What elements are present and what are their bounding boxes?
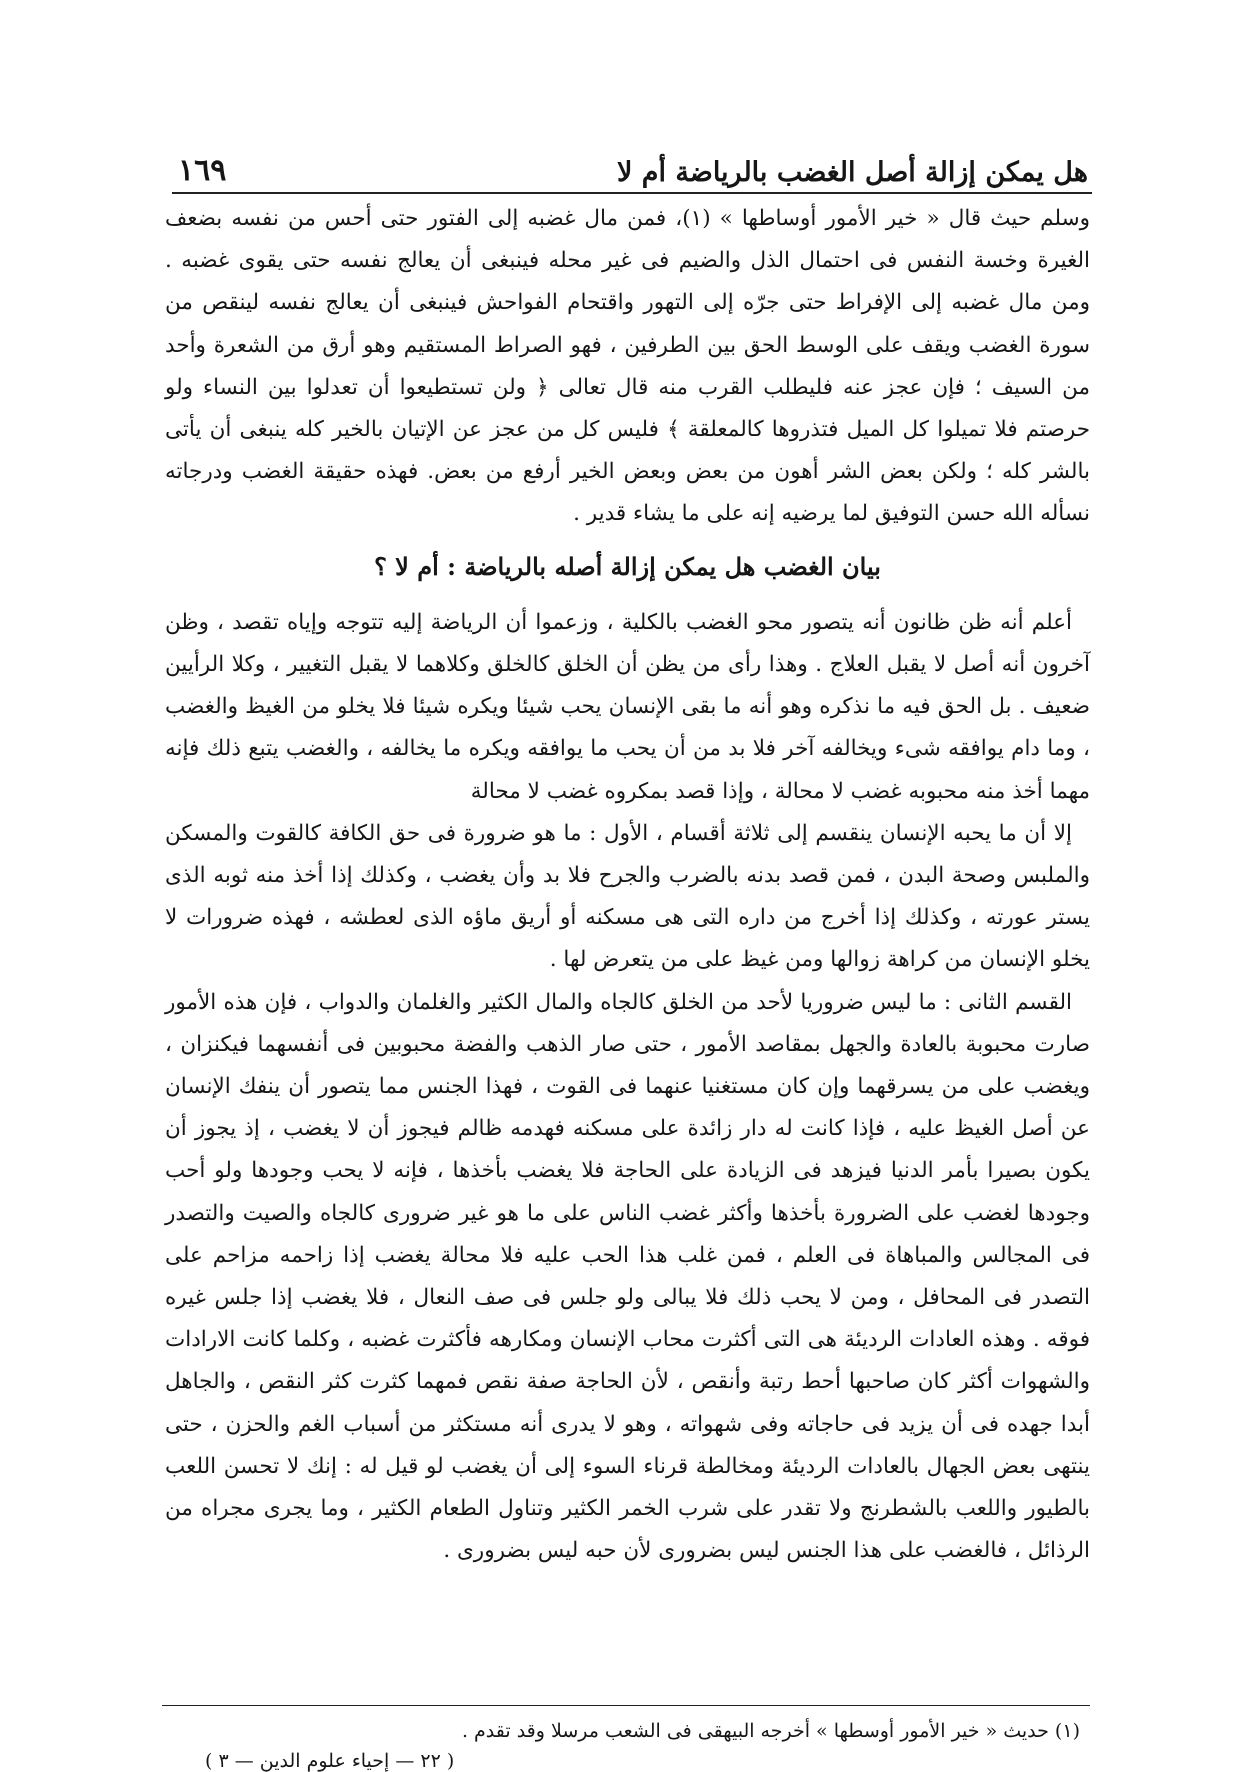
paragraph-1: وسلم حيث قال « خير الأمور أوساطها » (١)، فمن مال غضبه إلى الفتور حتى أحس من نفسه بضعف الغيرة وخسة النفس فى احتمال الذل والضيم فى غير محله فينبغى أن يعالج نفسه حتى يقوى غضبه . ومن مال غضبه إلى الإفراط حتى جرّه إلى التهور واقتحام الفواحش فينبغى أن يعالج نفسه لينقص من سورة الغضب ويقف على الوسط الحق بين الطرفين ، فهو الصراط المستقيم وهو أرق من الشعرة وأحد من السيف ؛ فإن عجز عنه فليطلب القرب منه قال تعالى ﴿ ولن تستطيعوا أن تعدلوا بين النساء ولو حرصتم فلا تميلوا كل الميل فتذروها كالمعلقة ﴾ فليس كل من عجز عن الإتيان بالخير كله ينبغى أن يأتى بالشر كله ؛ ولكن بعض الشر أهون من بعض وبعض الخير أرفع من بعض. فهذه حقيقة الغضب ودرجاته نسأله الله حسن التوفيق لما يرضيه إنه على ما يشاء قدير . xyxy=(165,206,1090,527)
signature-line: ( ٢٢ — إحياء علوم الدين — ٣ ) xyxy=(205,1750,455,1772)
page-number: ١٦٩ xyxy=(178,153,227,188)
footnote-rule xyxy=(162,1705,1090,1706)
running-head xyxy=(178,140,1088,188)
paragraph-4: القسم الثانى : ما ليس ضروريا لأحد من الخلق كالجاه والمال الكثير والغلمان والدواب ، فإن هذه الأمور صارت محبوبة بالعادة والجهل بمقاصد الأمور ، حتى صار الذهب والفضة محبوبين فى أنفسهما فيكنزان ، ويغضب على من يسرقهما وإن كان مستغنيا عنهما فى القوت ، فهذا الجنس مما يتصور أن ينفك الإنسان عن أصل الغيظ عليه ، فإذا كانت له دار زائدة على مسكنه فهدمه ظالم فيجوز أن لا يغضب ، إذ يجوز أن يكون بصيرا بأمر الدنيا فيزهد فى الزيادة على الحاجة فلا يغضب بأخذها ، فإنه لا يحب وجودها ولو أحب وجودها لغضب على الضرورة بأخذها وأكثر غضب الناس على ما هو غير ضرورى كالجاه والصيت والتصدر فى المجالس والمباهاة فى العلم ، فمن غلب هذا الحب عليه فلا محالة يغضب إذا زاحمه مزاحم على التصدر فى المحافل ، ومن لا يحب ذلك فلا يبالى ولو جلس فى صف النعال ، فلا يغضب إذا جلس غيره فوقه . وهذه العادات الرديئة هى التى أكثرت محاب الإنسان ومكارهه فأكثرت غضبه ، وكلما كانت الارادات والشهوات أكثر كان صاحبها أحط رتبة وأنقص ، لأن الحاجة صفة نقص فمهما كثرت كثر النقص ، والجاهل أبدا جهده فى أن يزيد فى حاجاته وفى شهواته ، وهو لا يدرى أنه مستكثر من أسباب الغم والحزن ، حتى ينتهى بعض الجهال بالعادات الرديئة ومخالطة قرناء السوء إلى أن يغضب لو قيل له : إنك لا تحسن اللعب بالطيور واللعب بالشطرنج ولا تقدر على شرب الخمر الكثير وتناول الطعام الكثير ، وما يجرى مجراه من الرذائل ، فالغضب على هذا الجنس ليس بضرورى لأن حبه ليس بضرورى . xyxy=(165,989,1090,1564)
paragraph-3: إلا أن ما يحبه الإنسان ينقسم إلى ثلاثة أقسام ، الأول : ما هو ضرورة فى حق الكافة كالقوت والمسكن والملبس وصحة البدن ، فمن قصد بدنه بالضرب والجرح فلا بد وأن يغضب ، وكذلك إذا أخذ منه ثوبه الذى يستر عورته ، وكذلك إذا أخرج من داره التى هى مسكنه أو أريق ماؤه الذى لعطشه ، فهذه ضرورات لا يخلو الإنسان من كراهة زوالها ومن غيظ على من يتعرض لها . xyxy=(165,820,1090,973)
running-title: هل يمكن إزالة أصل الغضب بالرياضة أم لا xyxy=(617,157,1088,188)
footnote-1: (١) حديث « خير الأمور أوسطها » أخرجه البيهقى فى الشعب مرسلا وقد تقدم . xyxy=(461,1720,1080,1742)
section-heading: بيان الغضب هل يمكن إزالة أصله بالرياضة : أم لا ؟ xyxy=(374,551,881,581)
paragraph-2: أعلم أنه ظن ظانون أنه يتصور محو الغضب بالكلية ، وزعموا أن الرياضة إليه تتوجه وإياه تقصد ، وظن آخرون أنه أصل لا يقبل العلاج . وهذا رأى من يظن أن الخلق كالخلق وكلاهما لا يقبل التغيير ، وكلا الرأيين ضعيف . بل الحق فيه ما نذكره وهو أنه ما بقى الإنسان يحب شيئا ويكره شيئا فلا يخلو من الغيظ والغضب ، وما دام يوافقه شىء ويخالفه آخر فلا بد من أن يحب ما يوافقه ويكره ما يخالفه ، والغضب يتبع ذلك فإنه مهما أخذ منه محبوبه غضب لا محالة ، وإذا قصد بمكروه غضب لا محالة xyxy=(165,609,1090,804)
header-rule xyxy=(172,192,1092,194)
body-text xyxy=(165,198,1090,1573)
footnotes xyxy=(190,1716,1080,1746)
